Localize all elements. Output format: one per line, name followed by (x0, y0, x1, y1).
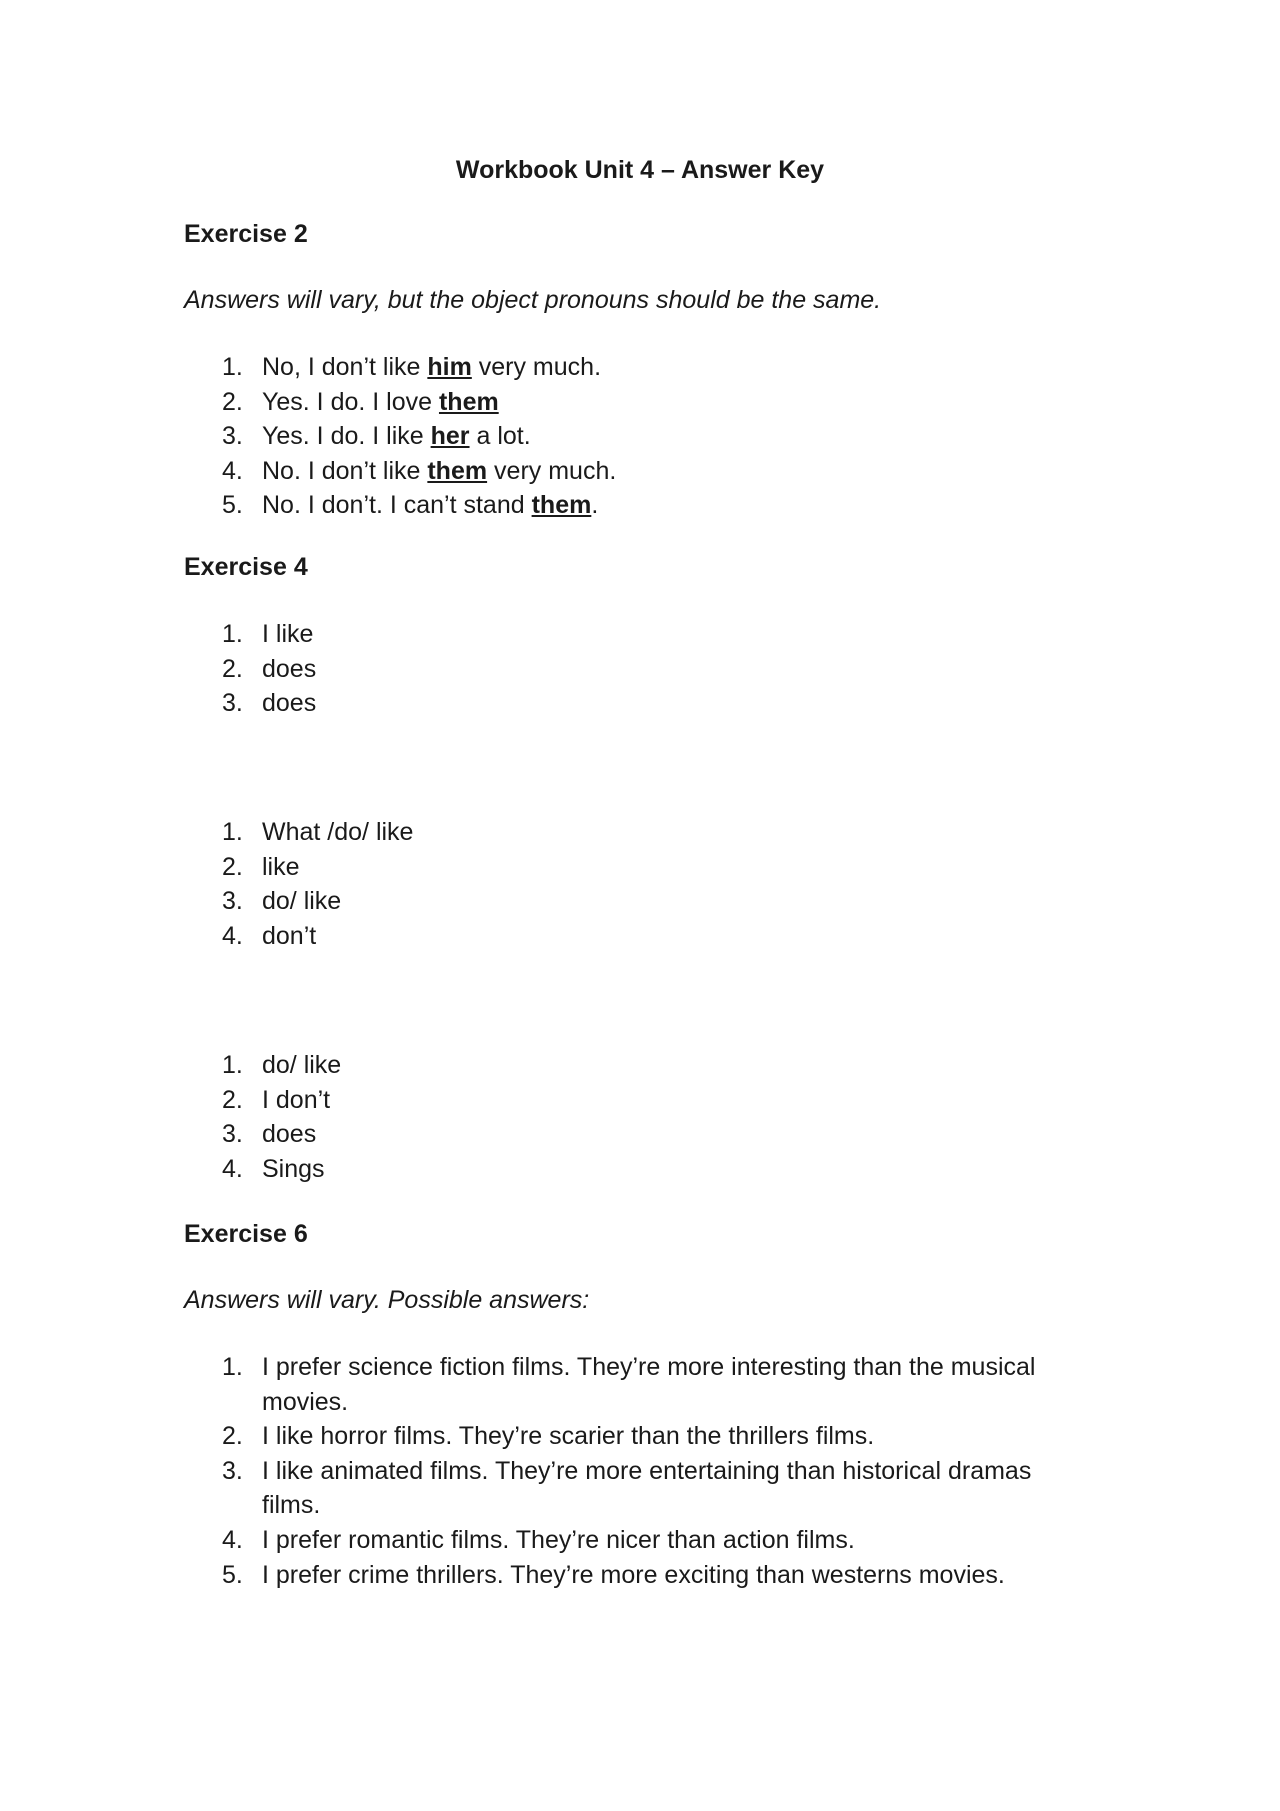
list-item: 3. does (222, 1120, 317, 1149)
exercise-6-heading: Exercise 6 (184, 1220, 308, 1248)
list-item: 1. I like (222, 620, 314, 648)
list-item: 2. I don’t (222, 1085, 331, 1114)
exercise-4-heading: Exercise 4 (184, 553, 308, 581)
exercise-2-list (184, 350, 1084, 523)
answer-pronoun: them (427, 456, 488, 485)
list-item: 2. Yes. I do. I love them (222, 387, 499, 416)
exercise-4-list-c (184, 1048, 1084, 1186)
list-item: 4. No. I don’t like them very much. (222, 456, 617, 485)
exercise-4-list-a (184, 617, 1084, 721)
exercise-2-note: Answers will vary, but the object pronouns should be the same. (184, 286, 882, 314)
list-item: 4. Sings (222, 1154, 325, 1183)
list-item: 4. don’t (222, 921, 317, 950)
list-item: 3. I like animated films. They’re more entertaining than historical dramas films. (222, 1456, 1032, 1520)
exercise-2-heading: Exercise 2 (184, 220, 308, 248)
list-item: 2. like (222, 852, 300, 881)
list-item: 3. do/ like (222, 887, 342, 916)
list-item: 3. Yes. I do. I like her a lot. (222, 422, 531, 451)
answer-pronoun: them (438, 387, 499, 416)
list-item: 5. I prefer crime thrillers. They’re more exciting than westerns movies. (222, 1560, 1005, 1589)
exercise-6-list (184, 1350, 1084, 1592)
list-item: 2. does (222, 654, 317, 683)
list-item: 5. No. I don’t. I can’t stand them. (222, 491, 599, 520)
list-item: 1. What /do/ like (222, 818, 414, 846)
list-item: 1. No, I don’t like him very much. (222, 353, 602, 381)
answer-pronoun: them (531, 491, 592, 520)
list-item: 3. does (222, 689, 317, 718)
list-item: 4. I prefer romantic films. They’re nicer than action films. (222, 1525, 855, 1554)
list-item: 2. I like horror films. They’re scarier than the thrillers films. (222, 1422, 875, 1451)
answer-pronoun: her (430, 422, 470, 451)
exercise-6-note: Answers will vary. Possible answers: (184, 1286, 590, 1314)
answer-pronoun: him (427, 353, 472, 381)
list-item: 1. do/ like (222, 1051, 342, 1079)
list-item: 1. I prefer science fiction films. They’re more interesting than the musical movies. (222, 1353, 1036, 1416)
exercise-4-list-b (184, 815, 1084, 953)
page-title: Workbook Unit 4 – Answer Key (455, 156, 825, 184)
